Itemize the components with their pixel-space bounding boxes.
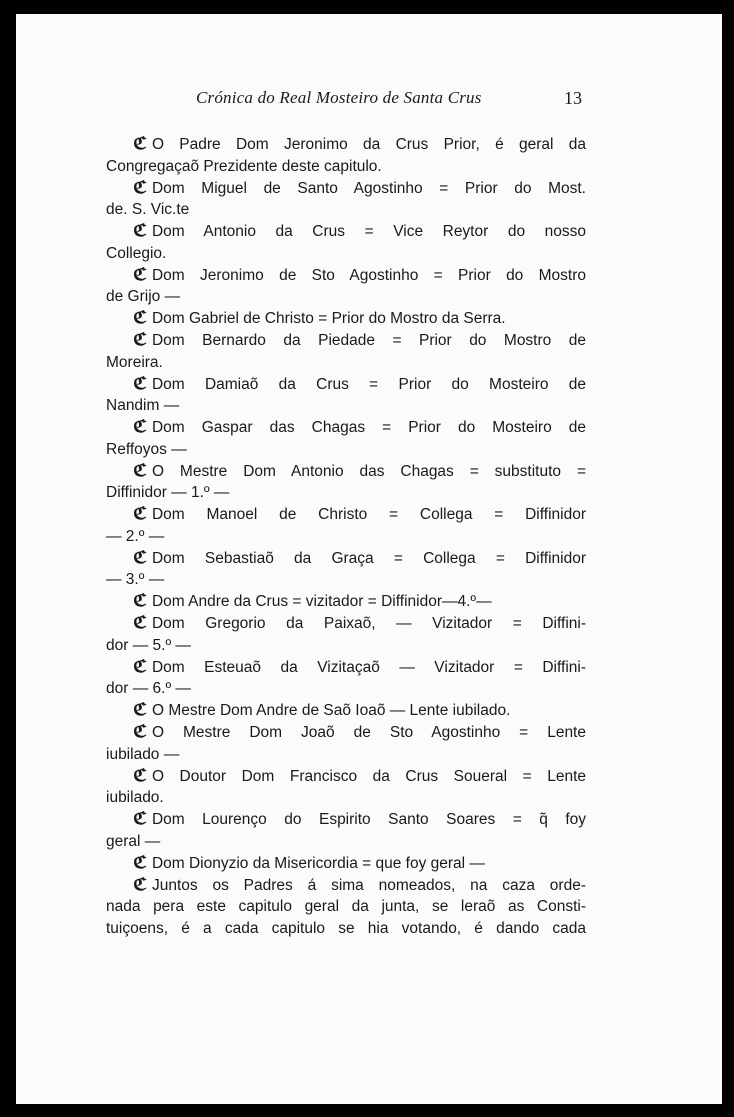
entry — [106, 504, 586, 547]
entry-text: iubilado — — [106, 745, 180, 763]
entry — [106, 591, 586, 613]
page-number: 13 — [564, 88, 582, 108]
entry-text: Collegio. — [106, 244, 167, 262]
paragraph-mark-icon: ℭ — [133, 221, 147, 241]
entry — [106, 221, 586, 264]
entry — [106, 417, 586, 460]
entry-line — [106, 918, 586, 940]
entry-text: Diffinidor — 1.º — — [106, 484, 230, 501]
entry-text: O Doutor Dom Francisco da Crus Soueral = Lente — [151, 767, 586, 785]
entry-text: nada pera este capitulo geral da junta, se leraõ as Consti- — [106, 898, 586, 915]
paragraph-mark-icon: ℭ — [133, 134, 147, 154]
entry-line — [106, 178, 586, 200]
entry-text: Juntos os Padres á sima nomeados, na caza orde- — [151, 876, 586, 894]
paragraph-mark-icon: ℭ — [133, 722, 147, 742]
entry-line — [106, 526, 586, 548]
paragraph-mark-icon: ℭ — [133, 177, 147, 198]
entry-text: geral — — [106, 832, 161, 850]
entry-line — [106, 352, 586, 374]
entry-line — [106, 439, 586, 461]
entry-text: Dom Dionyzio da Misericordia = que foy geral — — [151, 854, 485, 872]
entry — [106, 461, 586, 504]
entry-line — [106, 243, 586, 265]
entry-line — [106, 766, 586, 788]
entry-text: Dom Gregorio da Paixaõ, — Vizitador = Diffini- — [151, 615, 586, 632]
entry-text: Dom Esteuaõ da Vizitaçaõ — Vizitador = Diffini- — [151, 658, 586, 676]
entry-line — [106, 722, 586, 744]
entry-line — [106, 482, 586, 504]
entry-line — [106, 134, 586, 156]
entry-line — [106, 504, 586, 526]
entry-text: Dom Damiaõ da Crus = Prior do Mosteiro de — [151, 375, 586, 393]
entry-text: iubilado. — [106, 789, 164, 806]
entry-text: Dom Lourenço do Espirito Santo Soares = q̃ foy — [151, 811, 586, 828]
entry-text: Nandim — — [106, 397, 180, 414]
entry-line — [106, 417, 586, 439]
entry — [106, 766, 586, 809]
paragraph-mark-icon: ℭ — [133, 700, 147, 720]
entry — [106, 374, 586, 417]
entry-line — [106, 678, 586, 700]
paragraph-mark-icon: ℭ — [133, 373, 147, 394]
entry — [106, 700, 586, 722]
entry-text: O Mestre Dom Antonio das Chagas = substituto = — [151, 462, 586, 480]
paragraph-mark-icon: ℭ — [133, 504, 147, 524]
entry-text: Dom Miguel de Santo Agostinho = Prior do Most. — [151, 179, 586, 197]
entry-line — [106, 395, 586, 417]
entry — [106, 657, 586, 700]
entry — [106, 613, 586, 656]
entry-line — [106, 156, 586, 178]
entry-text: dor — 6.º — — [106, 680, 191, 697]
entry-line — [106, 265, 586, 287]
paragraph-mark-icon: ℭ — [133, 547, 147, 568]
entry-text: O Mestre Dom Andre de Saõ Ioaõ — Lente iubilado. — [151, 702, 511, 719]
entry-line — [106, 569, 586, 591]
entry — [106, 178, 586, 221]
entry — [106, 330, 586, 373]
entry-line — [106, 548, 586, 570]
entry — [106, 809, 586, 852]
entry-line — [106, 809, 586, 831]
entry-text: Dom Andre da Crus = vizitador = Diffinidor—4.º— — [151, 593, 492, 610]
entry-text: tuiçoens, é a cada capitulo se hia votando, é dando cada — [106, 919, 586, 937]
entry-line — [106, 831, 586, 853]
paragraph-mark-icon: ℭ — [133, 264, 147, 285]
paragraph-mark-icon: ℭ — [133, 460, 147, 481]
book-page — [16, 14, 722, 1104]
entry — [106, 308, 586, 330]
entry-text: Dom Jeronimo de Sto Agostinho = Prior do Mostro — [151, 266, 586, 284]
entry — [106, 265, 586, 308]
running-title: Crónica do Real Mosteiro de Santa Crus — [196, 88, 482, 107]
entry — [106, 134, 586, 177]
paragraph-mark-icon: ℭ — [133, 809, 147, 829]
entry-text: — 2.º — — [106, 527, 165, 545]
entry-text: Dom Sebastiaõ da Graça = Collega = Diffinidor — [151, 549, 586, 567]
entry — [106, 548, 586, 591]
paragraph-mark-icon: ℭ — [133, 765, 147, 786]
entry-text: Reffoyos — — [106, 440, 187, 458]
entry-line — [106, 221, 586, 243]
entry-line — [106, 591, 586, 613]
paragraph-mark-icon: ℭ — [133, 591, 147, 611]
entry-line — [106, 787, 586, 809]
entry-text: Dom Antonio da Crus = Vice Reytor do nosso — [151, 223, 586, 240]
entry-line — [106, 308, 586, 330]
entry — [106, 853, 586, 875]
entry-text: Congregaçaõ Prezidente deste capitulo. — [106, 157, 382, 175]
entry-text: dor — 5.º — — [106, 636, 191, 654]
entry-text: Dom Gabriel de Christo = Prior do Mostro da Serra. — [151, 310, 506, 327]
entry-line — [106, 744, 586, 766]
entry-text: Moreira. — [106, 353, 163, 371]
entry-text: O Padre Dom Jeronimo da Crus Prior, é geral da — [151, 136, 586, 153]
entry-line — [106, 853, 586, 875]
entry-line — [106, 374, 586, 396]
paragraph-mark-icon: ℭ — [133, 656, 147, 677]
entry-line — [106, 657, 586, 679]
entry-line — [106, 461, 586, 483]
entry-line — [106, 700, 586, 722]
page-body — [106, 134, 586, 939]
paragraph-mark-icon: ℭ — [133, 308, 147, 328]
paragraph-mark-icon: ℭ — [133, 874, 147, 895]
entry-line — [106, 875, 586, 897]
entry-text: de Grijo — — [106, 288, 181, 305]
entry-text: Dom Gaspar das Chagas = Prior do Mosteiro de — [151, 419, 586, 436]
paragraph-mark-icon: ℭ — [133, 613, 147, 633]
entry — [106, 722, 586, 765]
entry-line — [106, 286, 586, 308]
page-header — [16, 88, 722, 112]
entry-text: — 3.º — — [106, 571, 165, 588]
entry-text: O Mestre Dom Joaõ de Sto Agostinho = Lente — [151, 724, 586, 741]
entry-text: de. S. Vic.te — [106, 201, 190, 218]
entry-line — [106, 896, 586, 918]
entry-line — [106, 199, 586, 221]
entry-line — [106, 613, 586, 635]
entry-text: Dom Bernardo da Piedade = Prior do Mostro de — [151, 332, 586, 349]
paragraph-mark-icon: ℭ — [133, 330, 147, 350]
entry-line — [106, 635, 586, 657]
entry-line — [106, 330, 586, 352]
entry — [106, 875, 586, 940]
paragraph-mark-icon: ℭ — [133, 852, 147, 873]
entry-text: Dom Manoel de Christo = Collega = Diffinidor — [151, 506, 586, 523]
paragraph-mark-icon: ℭ — [133, 417, 147, 437]
